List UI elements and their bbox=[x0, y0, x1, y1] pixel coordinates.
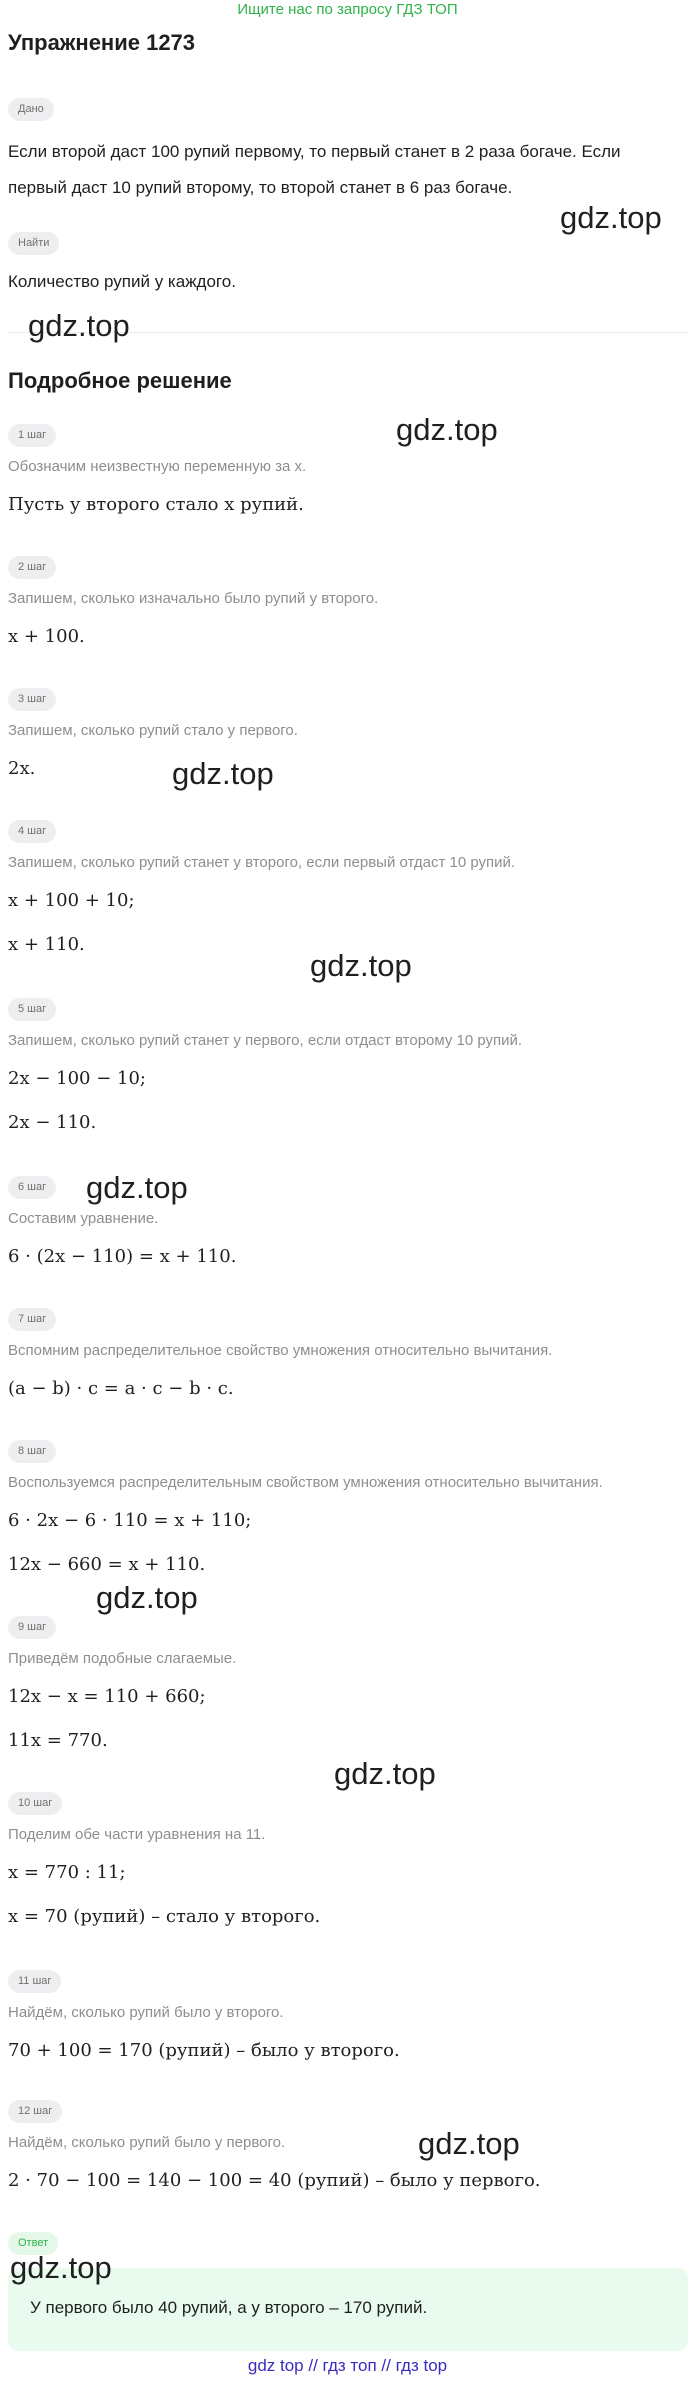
step-label-wrap bbox=[8, 1308, 684, 1331]
step-label: 5 шаг bbox=[8, 998, 56, 1021]
step-label-wrap bbox=[8, 1792, 684, 1815]
step-line: (a − b) · c = a · c − b · c. bbox=[8, 1378, 234, 1399]
step-note: Запишем, сколько рупий станет у первого, если отдаст второму 10 рупий. bbox=[8, 1032, 523, 1049]
step-line: 12x − 660 = x + 110. bbox=[8, 1554, 206, 1575]
step-note: Вспомним распределительное свойство умножения относительно вычитания. bbox=[8, 1342, 553, 1359]
find-label: Найти bbox=[8, 232, 59, 255]
step-line: x + 100. bbox=[8, 626, 85, 647]
step-label-wrap bbox=[8, 424, 684, 447]
step-note: Поделим обе части уравнения на 11. bbox=[8, 1826, 266, 1843]
watermark: gdz.top bbox=[396, 412, 498, 447]
step-label: 1 шаг bbox=[8, 424, 56, 447]
step-line: x + 110. bbox=[8, 934, 85, 955]
watermark: gdz.top bbox=[172, 756, 274, 791]
step-note: Запишем, сколько изначально было рупий у второго. bbox=[8, 590, 379, 607]
given-text bbox=[8, 134, 684, 206]
step-line: 12x − x = 110 + 660; bbox=[8, 1686, 206, 1707]
solution-heading: Подробное решение bbox=[8, 368, 232, 393]
given-label: Дано bbox=[8, 98, 54, 121]
footer-link-gdz-top-mixed[interactable]: гдз top bbox=[395, 2356, 448, 2375]
given-section bbox=[8, 98, 684, 121]
footer-link-gdz-top-ru[interactable]: гдз топ bbox=[322, 2356, 377, 2375]
step-line: x + 100 + 10; bbox=[8, 890, 135, 911]
given-line-1: Если второй даст 100 рупий первому, то первый станет в 2 раза богаче. Если bbox=[8, 142, 621, 161]
footer bbox=[0, 2356, 695, 2376]
footer-separator: // bbox=[381, 2356, 391, 2375]
step-line: 70 + 100 = 170 (рупий) – было у второго. bbox=[8, 2040, 400, 2061]
step-label: 12 шаг bbox=[8, 2100, 62, 2123]
step-line: Пусть у второго стало x рупий. bbox=[8, 494, 304, 515]
step-label: 9 шаг bbox=[8, 1616, 56, 1639]
footer-separator: // bbox=[308, 2356, 318, 2375]
step-line: 11x = 770. bbox=[8, 1730, 108, 1751]
step-note: Составим уравнение. bbox=[8, 1210, 159, 1227]
step-note: Запишем, сколько рупий стало у первого. bbox=[8, 722, 298, 739]
watermark: gdz.top bbox=[310, 948, 412, 983]
page-title: Упражнение 1273 bbox=[8, 30, 196, 55]
step-label: 3 шаг bbox=[8, 688, 56, 711]
step-line: 2x. bbox=[8, 758, 36, 779]
step-line: 6 · 2x − 6 · 110 = x + 110; bbox=[8, 1510, 252, 1531]
step-label: 10 шаг bbox=[8, 1792, 62, 1815]
footer-link-gdz-top[interactable]: gdz top bbox=[247, 2356, 304, 2375]
step-note: Запишем, сколько рупий станет у второго, если первый отдаст 10 рупий. bbox=[8, 854, 516, 871]
step-label-wrap bbox=[8, 1970, 684, 1993]
watermark: gdz.top bbox=[10, 2250, 112, 2285]
step-label-wrap bbox=[8, 820, 684, 843]
step-line: 2x − 110. bbox=[8, 1112, 97, 1133]
step-line: 2x − 100 − 10; bbox=[8, 1068, 146, 1089]
step-line: 2 · 70 − 100 = 140 − 100 = 40 (рупий) – было у первого. bbox=[8, 2170, 541, 2191]
watermark: gdz.top bbox=[28, 308, 130, 343]
watermark: gdz.top bbox=[560, 200, 662, 235]
step-line: 6 · (2x − 110) = x + 110. bbox=[8, 1246, 237, 1267]
step-line: x = 770 : 11; bbox=[8, 1862, 126, 1883]
step-label: 6 шаг bbox=[8, 1176, 56, 1199]
step-label: 11 шаг bbox=[8, 1970, 61, 1993]
watermark: gdz.top bbox=[96, 1580, 198, 1615]
step-label: 4 шаг bbox=[8, 820, 56, 843]
step-label: 8 шаг bbox=[8, 1440, 56, 1463]
step-note: Найдём, сколько рупий было у первого. bbox=[8, 2134, 286, 2151]
step-label: 2 шаг bbox=[8, 556, 56, 579]
step-label-wrap bbox=[8, 1616, 684, 1639]
find-text: Количество рупий у каждого. bbox=[8, 272, 236, 291]
watermark: gdz.top bbox=[334, 1756, 436, 1791]
step-label-wrap bbox=[8, 998, 684, 1021]
step-note: Приведём подобные слагаемые. bbox=[8, 1650, 237, 1667]
step-note: Найдём, сколько рупий было у второго. bbox=[8, 2004, 284, 2021]
step-line: x = 70 (рупий) – стало у второго. bbox=[8, 1906, 321, 1927]
watermark: gdz.top bbox=[418, 2126, 520, 2161]
step-note: Воспользуемся распределительным свойством умножения относительно вычитания. bbox=[8, 1474, 603, 1491]
top-banner: Ищите нас по запросу ГДЗ ТОП bbox=[237, 1, 458, 18]
answer-label: Ответ bbox=[8, 2232, 58, 2255]
given-line-2: первый даст 10 рупий второму, то второй станет в 6 раз богаче. bbox=[8, 178, 513, 197]
answer-text: У первого было 40 рупий, а у второго – 170 рупий. bbox=[30, 2298, 428, 2317]
step-label-wrap bbox=[8, 556, 684, 579]
step-label: 7 шаг bbox=[8, 1308, 56, 1331]
step-note: Обозначим неизвестную переменную за x. bbox=[8, 458, 307, 475]
watermark: gdz.top bbox=[86, 1170, 188, 1205]
step-label-wrap bbox=[8, 688, 684, 711]
step-label-wrap bbox=[8, 1440, 684, 1463]
step-label-wrap bbox=[8, 2100, 684, 2123]
